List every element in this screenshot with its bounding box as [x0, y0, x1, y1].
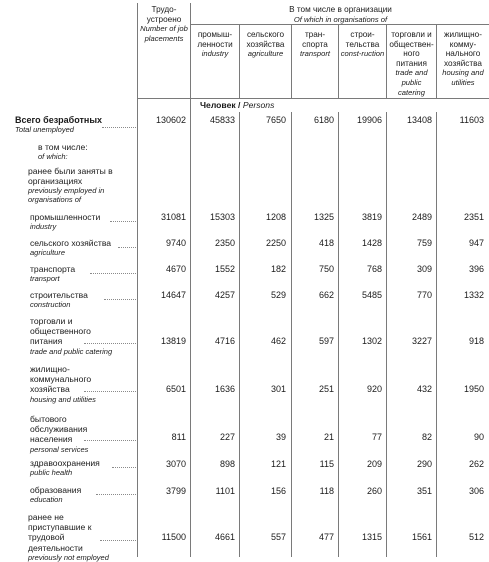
row-label-en: previously not employed: [28, 552, 109, 562]
table-cell: 1315: [361, 532, 382, 542]
leader-dots: [84, 343, 136, 344]
header-group: [192, 5, 489, 24]
header-col-ru: торговли и обществен-ного питания: [389, 30, 434, 68]
header-bottom-rule: [137, 98, 489, 99]
header-col-en: agriculture: [247, 49, 284, 59]
table-cell: 290: [416, 459, 432, 469]
header-col-en: trade and public catering: [395, 68, 428, 97]
table-cell: 811: [171, 432, 186, 442]
header-total: [139, 5, 189, 43]
leader-dots: [112, 467, 136, 468]
row-label-ru: образования: [30, 485, 82, 495]
column-divider: [190, 3, 191, 557]
table-cell: 301: [270, 384, 286, 394]
row-label-agriculture: [30, 238, 130, 257]
row-label-ru: транспорта: [30, 264, 76, 274]
table-cell: 156: [270, 486, 286, 496]
table-cell: 432: [416, 384, 432, 394]
table-cell: 45833: [209, 115, 235, 125]
table-cell: 1561: [411, 532, 432, 542]
table-cell: 209: [366, 459, 382, 469]
header-col-en: industry: [201, 49, 229, 59]
table-cell: 557: [270, 532, 286, 542]
row-label-trade: [30, 316, 113, 356]
table-cell: 82: [421, 432, 432, 442]
table-cell: 19906: [356, 115, 382, 125]
row-label-ru: здравоохранения: [30, 458, 100, 468]
table-cell: 4661: [214, 532, 235, 542]
table-cell: 759: [416, 238, 432, 248]
row-label-ru: промышленности: [30, 212, 101, 222]
table-cell: 768: [366, 264, 382, 274]
table-cell: 115: [319, 459, 334, 469]
table-cell: 5485: [361, 290, 382, 300]
row-label-ru: жилищно-коммунального хозяйства: [30, 364, 92, 395]
header-col-en: transport: [300, 49, 330, 59]
leader-dots: [104, 299, 136, 300]
unit-label: Человек / Persons: [200, 100, 275, 110]
table-cell: 11603: [459, 115, 484, 125]
table-cell: 262: [468, 459, 484, 469]
table-cell: 351: [416, 486, 432, 496]
table-cell: 306: [468, 486, 484, 496]
row-label-en: of which:: [38, 152, 68, 162]
table-cell: 7650: [265, 115, 286, 125]
row-label-ru: в том числе:: [38, 142, 88, 152]
table-cell: 2250: [265, 238, 286, 248]
row-label-of-which: [38, 142, 138, 161]
row-label-ru: строительства: [30, 290, 88, 300]
row-label-en: construction: [30, 300, 71, 310]
table-cell: 21: [323, 432, 334, 442]
row-label-personal-services: [30, 414, 110, 454]
column-divider: [436, 112, 437, 557]
table-cell: 2350: [214, 238, 235, 248]
table-cell: 770: [416, 290, 432, 300]
header-group-ru: В том числе в организации: [289, 5, 392, 14]
table-cell: 1428: [361, 238, 382, 248]
unit-en: Persons: [242, 100, 275, 110]
table-cell: 2351: [463, 212, 484, 222]
row-label-en: previously employed in organisations of: [28, 186, 105, 205]
header-col-ru: строи-тельства: [345, 30, 380, 49]
table-cell: 1332: [463, 290, 484, 300]
table-cell: 462: [270, 336, 286, 346]
table-cell: 1101: [215, 486, 235, 496]
row-label-previously-employed: [28, 166, 138, 204]
table-cell: 309: [416, 264, 432, 274]
row-label-en: industry: [30, 222, 57, 232]
column-divider: [137, 3, 138, 557]
table-cell: 396: [468, 264, 484, 274]
table-cell: 920: [366, 384, 382, 394]
header-col-transport: [293, 30, 337, 59]
table-cell: 90: [473, 432, 484, 442]
header-col-construction: [340, 30, 385, 59]
leader-dots: [118, 247, 136, 248]
table-cell: 130602: [155, 115, 186, 125]
table-cell: 1302: [361, 336, 382, 346]
table-cell: 1325: [313, 212, 334, 222]
table-cell: 1552: [214, 264, 235, 274]
row-label-en: public health: [30, 468, 73, 478]
unit-ru: Человек: [200, 100, 236, 110]
header-col-agriculture: [241, 30, 290, 59]
table-cell: 6180: [313, 115, 334, 125]
table-cell: 39: [275, 432, 286, 442]
leader-dots: [102, 127, 136, 128]
table-cell: 15303: [209, 212, 235, 222]
table-cell: 227: [219, 432, 235, 442]
leader-dots: [110, 221, 136, 222]
table-cell: 3799: [165, 486, 186, 496]
row-label-ru: Всего безработных: [15, 115, 103, 125]
table-cell: 750: [318, 264, 334, 274]
table-cell: 9740: [165, 238, 186, 248]
column-divider: [291, 24, 292, 98]
table-cell: 14647: [160, 290, 186, 300]
leader-dots: [96, 494, 136, 495]
row-label-ru: торговли и общественного питания: [30, 316, 91, 347]
column-divider: [239, 24, 240, 98]
table-cell: 4257: [214, 290, 235, 300]
row-label-en: personal services: [30, 444, 89, 454]
table-cell: 121: [270, 459, 286, 469]
header-col-en: housing and utilities: [442, 68, 484, 87]
header-col-en: const-ruction: [340, 49, 385, 59]
column-divider: [386, 24, 387, 98]
table-cell: 3227: [411, 336, 432, 346]
row-label-ru: сельского хозяйства: [30, 238, 112, 248]
table-cell: 182: [270, 264, 286, 274]
header-total-en: Number of job placements: [140, 24, 188, 43]
header-col-ru: жилищно-комму-нального хозяйства: [444, 30, 482, 68]
row-label-total: [15, 115, 125, 134]
table-cell: 477: [318, 532, 334, 542]
table-cell: 31081: [160, 212, 186, 222]
table-cell: 1208: [265, 212, 286, 222]
row-label-ru: ранее не приступавшие к трудовой деятельности: [28, 512, 92, 553]
table-cell: 77: [371, 432, 382, 442]
header-total-ru: Трудо-устроено: [146, 5, 182, 24]
header-col-trade: [388, 30, 435, 97]
row-label-housing: [30, 364, 110, 404]
row-label-not-employed: [28, 512, 118, 562]
table-cell: 1636: [214, 384, 235, 394]
row-label-en: education: [30, 495, 63, 505]
header-col-ru: тран-спорта: [302, 30, 328, 49]
table-cell: 3070: [165, 459, 186, 469]
table-cell: 6501: [165, 384, 186, 394]
column-divider: [436, 24, 437, 98]
table-cell: 2489: [411, 212, 432, 222]
table-cell: 947: [468, 238, 484, 248]
header-col-ru: промыш-ленности: [197, 30, 233, 49]
row-label-ru: бытового обслуживания населения: [30, 414, 88, 445]
table-cell: 251: [318, 384, 334, 394]
table-cell: 11500: [161, 532, 186, 542]
header-group-en: Of which in organisations of: [293, 14, 388, 24]
leader-dots: [84, 440, 136, 441]
table-cell: 418: [318, 238, 334, 248]
table-cell: 13408: [406, 115, 432, 125]
leader-dots: [90, 273, 136, 274]
row-label-en: housing and utilities: [30, 394, 96, 404]
table-cell: 4716: [214, 336, 235, 346]
header-col-housing: [438, 30, 488, 88]
leader-dots: [84, 391, 136, 392]
row-label-ru: ранее были заняты в организациях: [28, 166, 113, 187]
row-label-en: transport: [30, 274, 60, 284]
table-cell: 118: [319, 486, 334, 496]
table-cell: 662: [318, 290, 334, 300]
header-col-industry: [192, 30, 238, 59]
table-cell: 4670: [165, 264, 186, 274]
header-col-ru: сельского хозяйства: [246, 30, 285, 49]
table-cell: 3819: [361, 212, 382, 222]
row-label-en: Total unemployed: [15, 125, 74, 135]
table-cell: 597: [318, 336, 334, 346]
table-cell: 898: [219, 459, 235, 469]
table-cell: 1950: [463, 384, 484, 394]
leader-dots: [100, 540, 136, 541]
table-cell: 13819: [160, 336, 186, 346]
row-label-en: agriculture: [30, 248, 66, 258]
table-cell: 918: [468, 336, 484, 346]
table-cell: 529: [270, 290, 286, 300]
table-cell: 260: [366, 486, 382, 496]
row-label-en: trade and public catering: [30, 346, 113, 356]
column-divider: [338, 24, 339, 98]
table-cell: 512: [468, 532, 484, 542]
